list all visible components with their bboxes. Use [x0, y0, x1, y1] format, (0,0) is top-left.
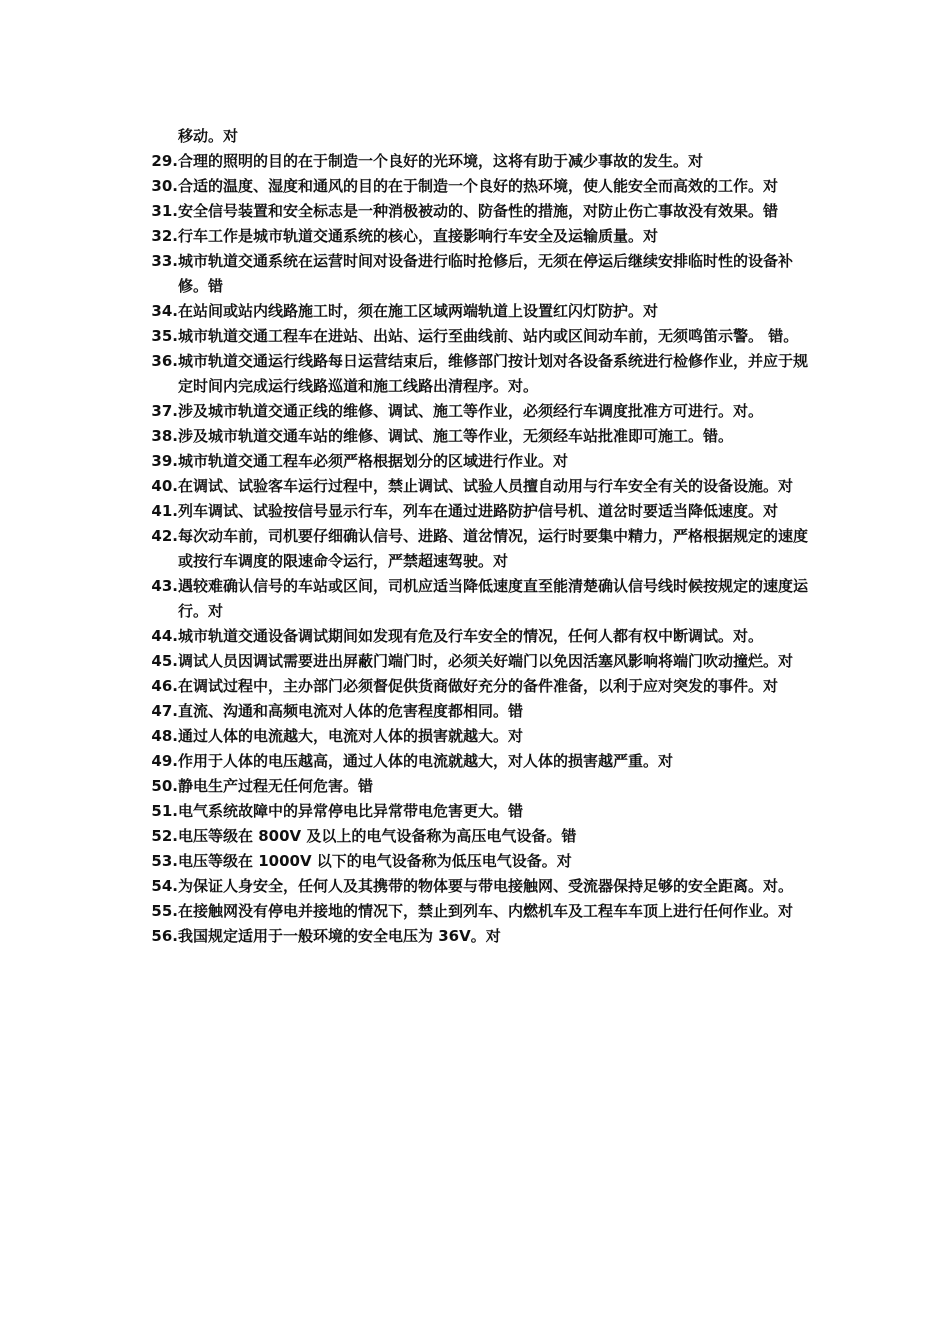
item-number: 49. — [151, 752, 178, 770]
item-text: 直流、沟通和高频电流对人体的危害程度都相同。错 — [178, 702, 524, 720]
item-number: 39. — [151, 452, 178, 470]
item-number: 45. — [151, 652, 178, 670]
item-number: 30. — [151, 177, 178, 195]
list-item — [142, 924, 814, 949]
item-text: 列车调试、试验按信号显示行车，列车在通过进路防护信号机、道岔时要适当降低速度。对 — [178, 502, 779, 520]
item-number: 47. — [151, 702, 178, 720]
item-text: 在调试、试验客车运行过程中，禁止调试、试验人员擅自动用与行车安全有关的设备设施。对 — [178, 477, 794, 495]
item-number: 33. — [151, 252, 178, 270]
item-text: 在调试过程中，主办部门必须督促供货商做好充分的备件准备，以利于应对突发的事件。对 — [178, 677, 779, 695]
list-item — [142, 749, 814, 774]
item-text: 通过人体的电流越大，电流对人体的损害就越大。对 — [178, 727, 524, 745]
item-text: 合适的温度、湿度和通风的目的在于制造一个良好的热环境，使人能安全而高效的工作。对 — [178, 177, 779, 195]
item-text: 电压等级在 1000V 以下的电气设备称为低压电气设备。对 — [178, 852, 572, 870]
item-text: 在站间或站内线路施工时，须在施工区域两端轨道上设置红闪灯防护。对 — [178, 302, 659, 320]
list-item — [142, 774, 814, 799]
item-text: 静电生产过程无任何危害。错 — [178, 777, 374, 795]
item-number: 53. — [151, 852, 178, 870]
item-number: 31. — [151, 202, 178, 220]
item-number: 54. — [151, 877, 178, 895]
list-item — [142, 199, 814, 224]
item-number: 36. — [151, 352, 178, 370]
list-item-continuation — [142, 124, 814, 149]
item-number: 51. — [151, 802, 178, 820]
item-text: 我国规定适用于一般环境的安全电压为 36V。对 — [178, 927, 501, 945]
list-item — [142, 824, 814, 849]
list-item — [142, 149, 814, 174]
list-item — [142, 624, 814, 649]
list-item — [142, 699, 814, 724]
item-text: 城市轨道交通工程车在进站、出站、运行至曲线前、站内或区间动车前，无须鸣笛示警。 错。 — [178, 327, 799, 345]
item-text: 电气系统故障中的异常停电比异常带电危害更大。错 — [178, 802, 524, 820]
item-number: 38. — [151, 427, 178, 445]
item-text: 行车工作是城市轨道交通系统的核心，直接影响行车安全及运输质量。对 — [178, 227, 659, 245]
item-number: 42. — [151, 527, 178, 545]
item-number: 32. — [151, 227, 178, 245]
item-text: 电压等级在 800V 及以上的电气设备称为高压电气设备。错 — [178, 827, 577, 845]
list-item — [142, 349, 814, 399]
item-text: 调试人员因调试需要进出屏蔽门端门时，必须关好端门以免因活塞风影响将端门吹动撞烂。对 — [178, 652, 794, 670]
item-number: 41. — [151, 502, 178, 520]
list-item — [142, 649, 814, 674]
item-text: 移动。对 — [178, 127, 239, 145]
list-item — [142, 849, 814, 874]
item-number: 48. — [151, 727, 178, 745]
list-item — [142, 424, 814, 449]
list-item — [142, 899, 814, 924]
item-number: 44. — [151, 627, 178, 645]
item-number: 46. — [151, 677, 178, 695]
item-number: 50. — [151, 777, 178, 795]
list-item — [142, 449, 814, 474]
item-text: 在接触网没有停电并接地的情况下，禁止到列车、内燃机车及工程车车顶上进行任何作业。对 — [178, 902, 794, 920]
list-item — [142, 524, 814, 574]
item-number: 56. — [151, 927, 178, 945]
item-number: 55. — [151, 902, 178, 920]
list-item — [142, 674, 814, 699]
item-text: 涉及城市轨道交通正线的维修、调试、施工等作业，必须经行车调度批准方可进行。对。 — [178, 402, 764, 420]
item-number: 37. — [151, 402, 178, 420]
item-text: 涉及城市轨道交通车站的维修、调试、施工等作业，无须经车站批准即可施工。错。 — [178, 427, 734, 445]
item-text: 城市轨道交通系统在运营时间对设备进行临时抢修后，无须在停运后继续安排临时性的设备补修。错 — [178, 252, 794, 295]
list-item — [142, 224, 814, 249]
list-item — [142, 249, 814, 299]
list-item — [142, 799, 814, 824]
list-item — [142, 724, 814, 749]
item-text: 作用于人体的电压越高，通过人体的电流就越大，对人体的损害越严重。对 — [178, 752, 674, 770]
item-text: 每次动车前，司机要仔细确认信号、进路、道岔情况，运行时要集中精力，严格根据规定的速度或按行车调度的限速命令运行，严禁超速驾驶。对 — [178, 527, 809, 570]
list-item — [142, 499, 814, 524]
item-number: 43. — [151, 577, 178, 595]
item-number: 52. — [151, 827, 178, 845]
list-item — [142, 324, 814, 349]
question-list — [142, 124, 814, 949]
item-text: 城市轨道交通运行线路每日运营结束后，维修部门按计划对各设备系统进行检修作业，并应于规定时间内完成运行线路巡道和施工线路出清程序。对。 — [178, 352, 809, 395]
item-number: 35. — [151, 327, 178, 345]
item-number: 34. — [151, 302, 178, 320]
item-text: 遇较难确认信号的车站或区间，司机应适当降低速度直至能清楚确认信号线时候按规定的速度运行。对 — [178, 577, 809, 620]
list-item — [142, 174, 814, 199]
item-number: 40. — [151, 477, 178, 495]
list-item — [142, 399, 814, 424]
list-item — [142, 574, 814, 624]
list-item — [142, 874, 814, 899]
item-text: 城市轨道交通工程车必须严格根据划分的区域进行作业。对 — [178, 452, 569, 470]
item-text: 为保证人身安全，任何人及其携带的物体要与带电接触网、受流器保持足够的安全距离。对。 — [178, 877, 794, 895]
item-text: 合理的照明的目的在于制造一个良好的光环境，这将有助于减少事故的发生。对 — [178, 152, 704, 170]
item-text: 城市轨道交通设备调试期间如发现有危及行车安全的情况，任何人都有权中断调试。对。 — [178, 627, 764, 645]
list-item — [142, 299, 814, 324]
item-text: 安全信号装置和安全标志是一种消极被动的、防备性的措施，对防止伤亡事故没有效果。错 — [178, 202, 779, 220]
item-number: 29. — [151, 152, 178, 170]
list-item — [142, 474, 814, 499]
